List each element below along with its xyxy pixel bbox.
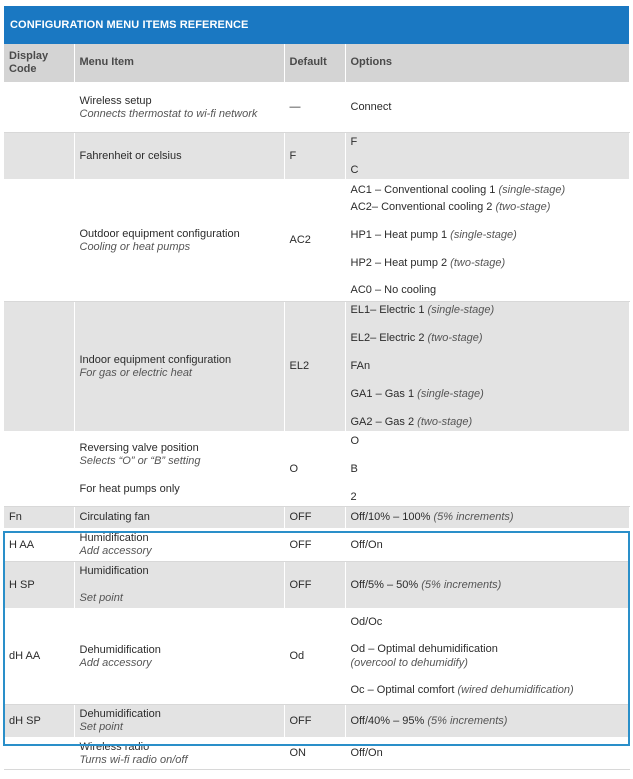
option: O xyxy=(350,434,360,447)
header-options: Options xyxy=(345,44,629,82)
options-cell xyxy=(345,528,629,561)
option: Connect xyxy=(350,101,392,113)
table-row xyxy=(4,132,629,179)
display-code: dH SP xyxy=(4,704,74,737)
menu-item xyxy=(74,737,284,769)
option: Off/5% – 50% (5% increments) xyxy=(350,578,502,591)
display-code xyxy=(4,431,74,506)
table-row xyxy=(4,301,629,431)
table-row xyxy=(4,82,629,132)
display-code: H SP xyxy=(4,561,74,608)
header-display-code: Display Code xyxy=(4,44,74,82)
menu-item-label: Humidification xyxy=(79,532,149,544)
menu-item xyxy=(74,431,284,506)
options-cell xyxy=(345,737,629,769)
options-cell xyxy=(345,561,629,608)
page-title: CONFIGURATION MENU ITEMS REFERENCE xyxy=(4,6,629,44)
default-value: OFF xyxy=(284,704,345,737)
option: HP1 – Heat pump 1 (single-stage) xyxy=(350,229,517,241)
menu-item xyxy=(74,528,284,561)
table-row xyxy=(4,704,629,737)
menu-item-label: Dehumidification xyxy=(79,708,161,720)
table-row xyxy=(4,608,629,704)
display-code: Fn xyxy=(4,506,74,528)
menu-item-subtitle: Selects “O” or “B” setting xyxy=(79,455,201,467)
reference-panel xyxy=(4,6,629,770)
option: Off/On xyxy=(350,747,383,759)
option: Off/40% – 95% (5% increments) xyxy=(350,714,508,727)
menu-item-label: Circulating fan xyxy=(79,511,150,523)
default-value: Od xyxy=(284,608,345,704)
options-cell xyxy=(345,608,629,704)
options-cell xyxy=(345,301,629,431)
table-row xyxy=(4,179,629,301)
menu-item-note: For heat pumps only xyxy=(79,483,180,495)
menu-item xyxy=(74,132,284,179)
config-table xyxy=(4,44,630,770)
menu-item-label: Wireless setup xyxy=(79,94,152,107)
display-code xyxy=(4,132,74,179)
display-code: dH AA xyxy=(4,608,74,704)
menu-item-subtitle: Turns wi-fi radio on/off xyxy=(79,753,188,766)
menu-item-subtitle: Connects thermostat to wi-fi network xyxy=(79,107,258,120)
options-cell xyxy=(345,704,629,737)
menu-item-subtitle: Set point xyxy=(79,721,123,733)
option: F xyxy=(350,135,358,148)
options-cell xyxy=(345,82,629,132)
display-code: H AA xyxy=(4,528,74,561)
menu-item xyxy=(74,704,284,737)
menu-item-label: Humidification xyxy=(79,565,149,577)
options-cell xyxy=(345,179,629,301)
header-default: Default xyxy=(284,44,345,82)
option: GA1 – Gas 1 (single-stage) xyxy=(350,388,484,400)
table-row xyxy=(4,561,629,608)
default-value: ON xyxy=(284,737,345,769)
option: Od – Optimal dehumidification xyxy=(350,643,498,655)
menu-item-subtitle: Cooling or heat pumps xyxy=(79,240,191,253)
options-cell xyxy=(345,132,629,179)
table-row xyxy=(4,528,629,561)
menu-item-label: Indoor equipment configuration xyxy=(79,353,232,366)
option-subtitle: (overcool to dehumidify) xyxy=(350,657,468,669)
menu-item xyxy=(74,561,284,608)
option: C xyxy=(350,163,359,176)
option: 2 xyxy=(350,490,357,503)
options-cell xyxy=(345,506,629,528)
option: EL2– Electric 2 (two-stage) xyxy=(350,332,483,344)
option: Od/Oc xyxy=(350,616,383,628)
menu-item-label: Dehumidification xyxy=(79,643,161,656)
menu-item-subtitle: Add accessory xyxy=(79,545,152,557)
menu-item-subtitle: For gas or electric heat xyxy=(79,366,192,379)
menu-item xyxy=(74,82,284,132)
display-code xyxy=(4,301,74,431)
menu-item xyxy=(74,608,284,704)
default-value: F xyxy=(284,132,345,179)
menu-item xyxy=(74,301,284,431)
menu-item-label: Fahrenheit or celsius xyxy=(79,149,182,162)
option: AC0 – No cooling xyxy=(350,284,437,296)
option: EL1– Electric 1 (single-stage) xyxy=(350,304,495,316)
table-row xyxy=(4,737,629,769)
menu-item-subtitle: Add accessory xyxy=(79,656,152,669)
table-row xyxy=(4,431,629,506)
display-code xyxy=(4,82,74,132)
option: B xyxy=(350,462,358,475)
option: Oc – Optimal comfort (wired dehumidification) xyxy=(350,684,574,696)
default-value: OFF xyxy=(284,506,345,528)
option: Off/On xyxy=(350,538,383,551)
table-row xyxy=(4,506,629,528)
menu-item xyxy=(74,506,284,528)
option: HP2 – Heat pump 2 (two-stage) xyxy=(350,257,506,269)
option: AC2– Conventional cooling 2 (two-stage) xyxy=(350,201,551,213)
option: AC1 – Conventional cooling 1 (single-stage) xyxy=(350,184,566,196)
menu-item-label: Reversing valve position xyxy=(79,442,199,454)
default-value: OFF xyxy=(284,528,345,561)
option: GA2 – Gas 2 (two-stage) xyxy=(350,416,473,428)
default-value: OFF xyxy=(284,561,345,608)
default-value: O xyxy=(284,431,345,506)
options-cell xyxy=(345,431,629,506)
default-value: — xyxy=(284,82,345,132)
option: FAn xyxy=(350,360,371,372)
default-value: EL2 xyxy=(284,301,345,431)
menu-item-label: Outdoor equipment configuration xyxy=(79,227,240,240)
menu-item-subtitle: Set point xyxy=(79,592,123,604)
menu-item-label: Wireless radio xyxy=(79,740,150,753)
option: Off/10% – 100% (5% increments) xyxy=(350,511,514,523)
default-value: AC2 xyxy=(284,179,345,301)
header-menu-item: Menu Item xyxy=(74,44,284,82)
display-code xyxy=(4,737,74,769)
menu-item xyxy=(74,179,284,301)
display-code xyxy=(4,179,74,301)
